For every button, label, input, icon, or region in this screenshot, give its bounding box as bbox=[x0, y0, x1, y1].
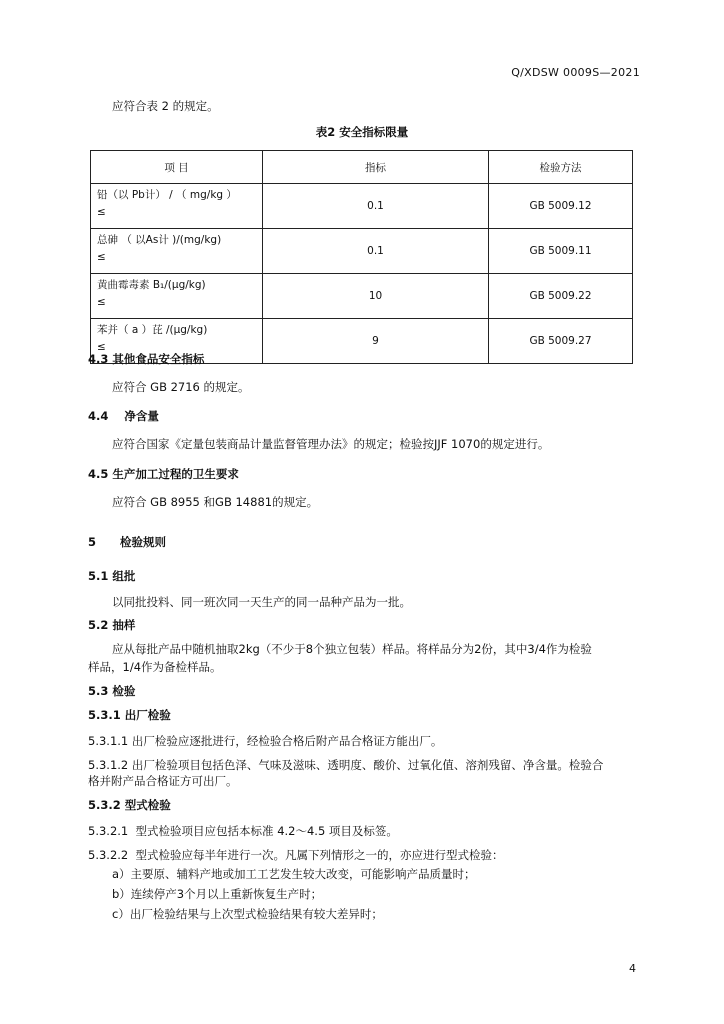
section-4-3-text: 应符合 GB 2716 的规定。 bbox=[112, 380, 250, 394]
list-item-b: b）连续停产3个月以上重新恢复生产时； bbox=[112, 887, 323, 901]
safety-limits-table bbox=[90, 150, 633, 364]
header-method: 检验方法 bbox=[489, 151, 633, 184]
test-method: GB 5009.27 bbox=[489, 319, 633, 364]
item-cell bbox=[91, 184, 263, 229]
clause-5-3-1-2-line1: 5.3.1.2 出厂检验项目包括色泽、气味及滋味、透明度、酸价、过氧化值、溶剂残留、净含量。检验合 bbox=[88, 758, 604, 772]
item-name: 铅（以 Pb计） / （ mg/kg ） bbox=[97, 189, 237, 201]
limit-value: 0.1 bbox=[263, 184, 489, 229]
intro-line: 应符合表 2 的规定。 bbox=[112, 99, 219, 113]
section-5-3-1-title: 5.3.1 出厂检验 bbox=[88, 708, 171, 722]
section-4-5-title: 4.5 生产加工过程的卫生要求 bbox=[88, 467, 239, 481]
limit-value: 9 bbox=[263, 319, 489, 364]
test-method: GB 5009.22 bbox=[489, 274, 633, 319]
section-5-3-2-title: 5.3.2 型式检验 bbox=[88, 798, 171, 812]
item-operator: ≤ bbox=[97, 206, 106, 218]
section-5-3-title: 5.3 检验 bbox=[88, 684, 136, 698]
table-row bbox=[91, 184, 633, 229]
item-name: 苯并（ a ）芘 /(μg/kg) bbox=[97, 324, 208, 336]
item-name: 黄曲霉毒素 B₁/(μg/kg) bbox=[97, 279, 206, 291]
table-header-row bbox=[91, 151, 633, 184]
page-number: 4 bbox=[629, 962, 636, 975]
section-5-1-text: 以同批投料、同一班次同一天生产的同一品种产品为一批。 bbox=[112, 595, 411, 609]
clause-5-3-1-1: 5.3.1.1 出厂检验应逐批进行，经检验合格后附产品合格证方能出厂。 bbox=[88, 734, 443, 748]
section-5-2-title: 5.2 抽样 bbox=[88, 618, 136, 632]
header-limit: 指标 bbox=[263, 151, 489, 184]
clause-5-3-1-2-line2: 格并附产品合格证方可出厂。 bbox=[88, 774, 238, 788]
item-operator: ≤ bbox=[97, 341, 106, 353]
section-4-4-text: 应符合国家《定量包装商品计量监督管理办法》的规定；检验按JJF 1070的规定进行。 bbox=[112, 437, 550, 451]
item-cell bbox=[91, 229, 263, 274]
table-row bbox=[91, 229, 633, 274]
item-name: 总砷 （ 以As计 )/(mg/kg) bbox=[97, 234, 222, 246]
section-5-1-title: 5.1 组批 bbox=[88, 569, 136, 583]
test-method: GB 5009.12 bbox=[489, 184, 633, 229]
table-title: 表2 安全指标限量 bbox=[315, 125, 409, 139]
limit-value: 0.1 bbox=[263, 229, 489, 274]
section-4-5-text: 应符合 GB 8955 和GB 14881的规定。 bbox=[112, 495, 319, 509]
item-cell bbox=[91, 274, 263, 319]
section-4-4-title: 4.4 净含量 bbox=[88, 409, 159, 423]
section-5-title: 5 检验规则 bbox=[88, 535, 167, 549]
document-code: Q/XDSW 0009S—2021 bbox=[511, 66, 640, 79]
item-operator: ≤ bbox=[97, 296, 106, 308]
list-item-a: a）主要原、辅料产地或加工工艺发生较大改变，可能影响产品质量时； bbox=[112, 867, 476, 881]
test-method: GB 5009.11 bbox=[489, 229, 633, 274]
list-item-c: c）出厂检验结果与上次型式检验结果有较大差异时； bbox=[112, 907, 383, 921]
section-4-3-title: 4.3 其他食品安全指标 bbox=[88, 352, 205, 366]
table-row bbox=[91, 274, 633, 319]
clause-5-3-2-2: 5.3.2.2 型式检验应每半年进行一次。凡属下列情形之一的，亦应进行型式检验： bbox=[88, 848, 504, 862]
header-item: 项 目 bbox=[91, 151, 263, 184]
item-operator: ≤ bbox=[97, 251, 106, 263]
clause-5-3-2-1: 5.3.2.1 型式检验项目应包括本标准 4.2～4.5 项目及标签。 bbox=[88, 824, 398, 838]
limit-value: 10 bbox=[263, 274, 489, 319]
section-5-2-text-line1: 应从每批产品中随机抽取2kg（不少于8个独立包装）样品。将样品分为2份，其中3/4作为检验 bbox=[112, 642, 592, 656]
section-5-2-text-line2: 样品，1/4作为备检样品。 bbox=[88, 660, 222, 674]
